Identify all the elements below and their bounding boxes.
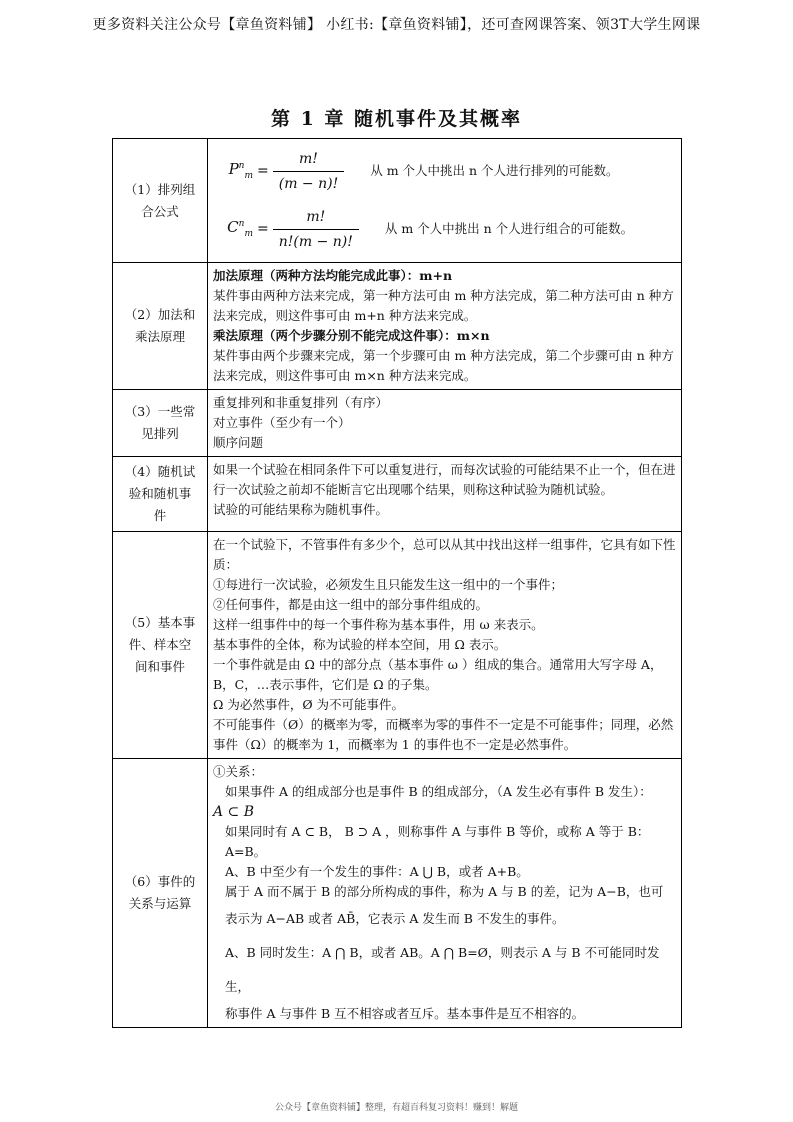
formula-lhs: $C^n_m$ xyxy=(227,218,253,239)
content-line: ①关系： xyxy=(213,764,264,779)
formula-lhs: $P^n_m$ xyxy=(228,160,253,181)
content-line: 一个事件就是由 Ω 中的部分点（基本事件 ω ）组成的集合。通常用大写字母 A，B，C，…表示事件，它们是 Ω 的子集。 xyxy=(213,657,663,692)
table-row xyxy=(113,532,682,759)
content-paragraph: 如果一个试验在相同条件下可以重复进行，而每次试验的可能结果不止一个，但在进行一次试验之前却不能断言它出现哪个结果，则称这种试验为随机试验。 xyxy=(213,462,676,497)
row-content xyxy=(208,457,682,532)
page-footer: 公众号【章鱼资料铺】整理，有超百科复习资料！赚到！解题 xyxy=(274,1103,518,1113)
addition-principle-text: 某件事由两种方法来完成，第一种方法可由 m 种方法完成，第二种方法可由 n 种方法来完成，则这件事可由 m+n 种方法来完成。 xyxy=(213,288,674,323)
content-line: 在一个试验下，不管事件有多少个，总可以从其中找出这样一组事件，它具有如下性质： xyxy=(213,537,676,572)
row-label: （2）加法和乘法原理 xyxy=(113,263,208,390)
table-row xyxy=(113,390,682,457)
content-line: 基本事件的全体，称为试验的样本空间，用 Ω 表示。 xyxy=(213,637,507,652)
content-line: 重复排列和非重复排列（有序） xyxy=(213,395,389,410)
row-label: （4）随机试验和随机事件 xyxy=(113,457,208,532)
multiplication-principle-title: 乘法原理（两个步骤分别不能完成这件事）：m×n xyxy=(213,328,490,343)
page-header: 更多资料关注公众号【章鱼资料铺】 小红书:【章鱼资料铺】，还可查网课答案、领3T大学生网课 xyxy=(92,17,701,33)
content-line: A ⊂ B xyxy=(213,804,255,820)
row-content xyxy=(208,263,682,390)
addition-principle-title: 加法原理（两种方法均能完成此事）：m+n xyxy=(213,268,453,283)
content-line: 如果同时有 A ⊂ B， B ⊃ A ，则称事件 A 与事件 B 等价，或称 A 等于 B：A=B。 xyxy=(225,824,650,859)
content-line: A、B 中至少有一个发生的事件：A ⋃ B，或者 A+B。 xyxy=(225,864,529,879)
formula-table xyxy=(112,138,682,1028)
table-row xyxy=(113,457,682,532)
formula-fraction: $\frac{m!}{n!(m - n)!}$ xyxy=(273,207,359,252)
permutation-formula: $P^n_m$ = $\frac{m!}{(m - n)!}$ 从 m 个人中挑出 n 个人进行排列的可能数。 xyxy=(213,142,676,200)
table-row xyxy=(113,263,682,390)
formula-description: 从 m 个人中挑出 n 个人进行组合的可能数。 xyxy=(384,221,634,236)
content-line: 属于 A 而不属于 B 的部分所构成的事件，称为 A 与 B 的差，记为 A−B，也可 xyxy=(225,884,664,899)
content-line: Ω 为必然事件，Ø 为不可能事件。 xyxy=(213,697,405,712)
content-line: 不可能事件（Ø）的概率为零，而概率为零的事件不一定是不可能事件；同理，必然事件（Ω）的概率为 1，而概率为 1 的事件也不一定是必然事件。 xyxy=(213,717,674,752)
chapter-title: 第 1 章 随机事件及其概率 xyxy=(270,108,523,130)
row-label: （5）基本事件、样本空间和事件 xyxy=(113,532,208,759)
formula-description: 从 m 个人中挑出 n 个人进行排列的可能数。 xyxy=(370,163,619,178)
formula-fraction: $\frac{m!}{(m - n)!}$ xyxy=(273,149,344,194)
content-paragraph: 试验的可能结果称为随机事件。 xyxy=(213,502,389,517)
content-line: 对立事件（至少有一个） xyxy=(213,415,351,430)
row-content xyxy=(208,532,682,759)
content-line: 顺序问题 xyxy=(213,435,264,450)
row-label: （1）排列组合公式 xyxy=(113,139,208,263)
table-row xyxy=(113,139,682,263)
row-content xyxy=(208,759,682,1028)
row-content xyxy=(208,139,682,263)
content-line: 称事件 A 与事件 B 互不相容或者互斥。基本事件是互不相容的。 xyxy=(225,1006,585,1021)
combination-formula: $C^n_m$ = $\frac{m!}{n!(m - n)!}$ 从 m 个人中挑出 n 个人进行组合的可能数。 xyxy=(213,200,676,258)
content-line: 如果事件 A 的组成部分也是事件 B 的组成部分，（A 发生必有事件 B 发生）： xyxy=(225,784,652,799)
content-line: 表示为 A−AB 或者 AB̄，它表示 A 发生而 B 不发生的事件。 xyxy=(225,911,565,926)
table-row xyxy=(113,759,682,1028)
row-label: （6）事件的关系与运算 xyxy=(113,759,208,1028)
row-content xyxy=(208,390,682,457)
content-line: ②任何事件，都是由这一组中的部分事件组成的。 xyxy=(213,597,489,612)
content-line: A、B 同时发生：A ⋂ B，或者 AB。A ⋂ B=Ø，则表示 A 与 B 不可能同时发生， xyxy=(225,945,660,994)
content-line: 这样一组事件中的每一个事件称为基本事件，用 ω 来表示。 xyxy=(213,617,544,632)
multiplication-principle-text: 某件事由两个步骤来完成，第一个步骤可由 m 种方法完成，第二个步骤可由 n 种方法来完成，则这件事可由 m×n 种方法来完成。 xyxy=(213,348,674,383)
content-line: ①每进行一次试验，必须发生且只能发生这一组中的一个事件； xyxy=(213,577,564,592)
row-label: （3）一些常见排列 xyxy=(113,390,208,457)
